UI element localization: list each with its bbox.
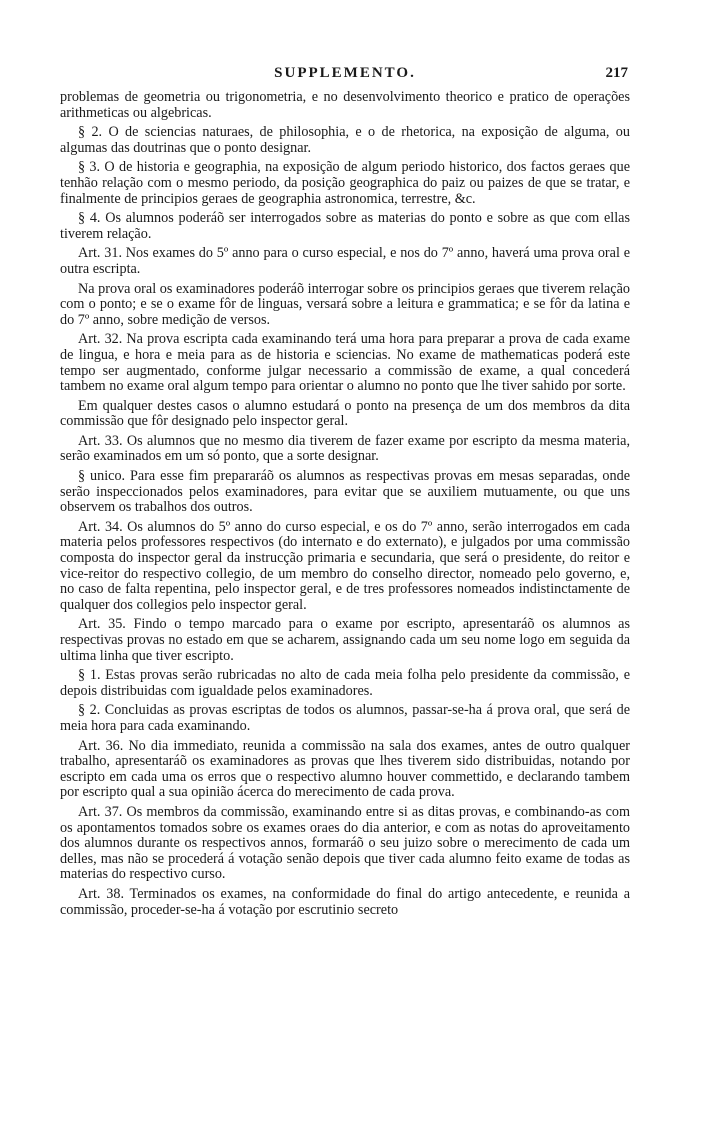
paragraph: § 4. Os alumnos poderáõ ser interrogados sobre as materias do ponto e sobre as que com ellas tiverem relação. (60, 210, 630, 242)
running-title: SUPPLEMENTO. (274, 65, 416, 81)
paragraph: problemas de geometria ou trigonometria, e no desenvolvimento theorico e pratico de operações arithmeticas ou algebricas. (60, 89, 630, 121)
paragraph: § 3. O de historia e geographia, na exposição de algum periodo historico, dos factos geraes que tenhão relação com o mesmo periodo, da posição geographica do paiz ou paizes de que se tratar, e finalmente de principios geraes de geographia astronomica, terrestre, &c. (60, 159, 630, 207)
paragraph: § 2. O de sciencias naturaes, de philosophia, e o de rhetorica, na exposição de alguma, ou algumas das doutrinas que o ponto designar. (60, 124, 630, 156)
paragraph: Em qualquer destes casos o alumno estudará o ponto na presença de um dos membros da dita commissão que fôr designado pelo inspector geral. (60, 397, 630, 430)
paragraph: Art. 31. Nos exames do 5º anno para o curso especial, e nos do 7º anno, haverá uma prova oral e outra escripta. (60, 245, 630, 277)
paragraph: Art. 36. No dia immediato, reunida a commissão na sala dos exames, antes de outro qualquer trabalho, apresentaráõ os examinadores as provas que lhes tiverem sido distribuidas, notando por escripto em cada uma os erros que o respectivo alumno houver commettido, e declarando tambem por escripto qual a sua opinião ácerca do merecimento de cada prova. (60, 737, 630, 801)
paragraph: Art. 32. Na prova escripta cada examinando terá uma hora para preparar a prova de cada exame de lingua, e hora e meia para as de historia e sciencias. No exame de mathematicas poderá este tempo ser augmentado, conforme julgar necessario a commissão de exame, a qual concederá tambem no exame oral algum tempo para orientar o alumno no ponto que lhe tiver sahido por sorte. (60, 331, 630, 395)
page-number: 217 (605, 65, 628, 81)
paragraph: § 1. Estas provas serão rubricadas no alto de cada meia folha pelo presidente da commissão, e depois distribuidas com igualdade pelos examinadores. (60, 667, 630, 699)
paragraph: Art. 33. Os alumnos que no mesmo dia tiverem de fazer exame por escripto da mesma materia, serão examinados em um só ponto, que a sorte designar. (60, 432, 630, 465)
body-text (60, 90, 630, 918)
paragraph: § unico. Para esse fim prepararáõ os alumnos as respectivas provas em mesas separadas, onde serão inspeccionados pelos examinadores, para evitar que se auxiliem mutuamente, ou que uns observem os trabalhos dos outros. (60, 468, 630, 516)
paragraph: Art. 34. Os alumnos do 5º anno do curso especial, e os do 7º anno, serão interrogados em cada materia pelos professores respectivos (do internato e do externato), e julgados por uma commissão composta do inspector geral da instrucção primaria e secundaria, que será o presidente, do reitor e vice-reitor do respectivo collegio, de um membro do conselho director, nomeado pelo governo, e, no caso de falta repentina, pelo inspector geral, e de tres professores nomeados indistinctamente de qualquer dos collegios pelo inspector geral. (60, 518, 630, 613)
paragraph: Art. 35. Findo o tempo marcado para o exame por escripto, apresentaráõ os alumnos as respectivas provas no estado em que se acharem, assignando cada um seu nome logo em seguida da ultima linha que tiver escripto. (60, 616, 630, 664)
paragraph: § 2. Concluidas as provas escriptas de todos os alumnos, passar-se-ha á prova oral, que será de meia hora para cada examinando. (60, 702, 630, 734)
paragraph: Art. 37. Os membros da commissão, examinando entre si as ditas provas, e combinando-as com os apontamentos tomados sobre os exames oraes do dia anterior, e com as notas do aproveitamento dos alumnos durante os respectivos annos, formaráõ o seu juizo sobre o merecimento de cada um delles, mas não se procederá á votação senão depois que tiver cada alumno feito exame de todas as materias do respectivo curso. (60, 803, 630, 883)
paragraph: Na prova oral os examinadores poderáõ interrogar sobre os principios geraes que tiverem relação com o ponto; e se o exame fôr de linguas, versará sobre a leitura e grammatica; e se fôr da latina e do 7º anno, sobre medição de versos. (60, 280, 630, 328)
page-header (60, 64, 630, 86)
document-page (60, 64, 630, 922)
paragraph: Art. 38. Terminados os exames, na conformidade do final do artigo antecedente, e reunida a commissão, proceder-se-ha á votação por escrutinio secreto (60, 885, 630, 918)
